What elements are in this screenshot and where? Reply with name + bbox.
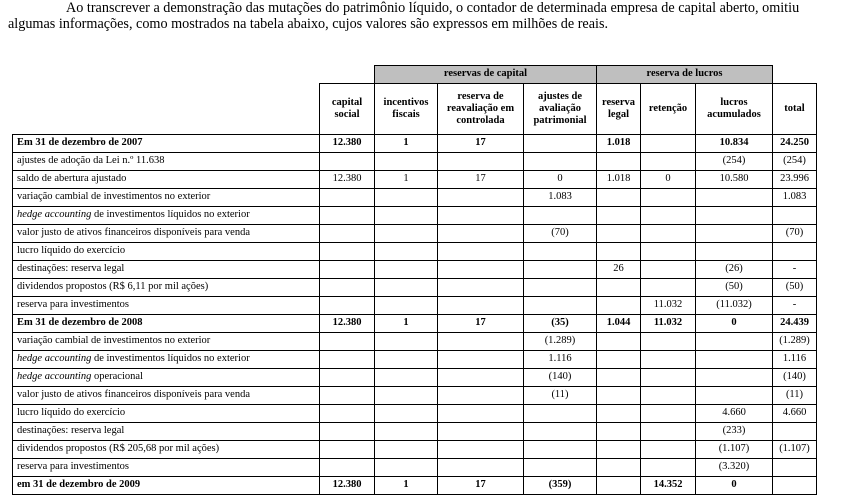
table-cell: 1 bbox=[375, 476, 438, 494]
table-cell bbox=[438, 386, 524, 404]
table-cell bbox=[320, 386, 375, 404]
table-cell: 1 bbox=[375, 134, 438, 152]
table-row bbox=[13, 278, 817, 296]
row-label-italic: hedge accounting bbox=[17, 353, 92, 364]
row-label: ajustes de adoção da Lei n.º 11.638 bbox=[13, 152, 320, 170]
table-cell: 24.439 bbox=[773, 314, 817, 332]
table-cell bbox=[641, 440, 696, 458]
table-cell: (50) bbox=[773, 278, 817, 296]
table-cell bbox=[524, 440, 597, 458]
table-cell: (70) bbox=[524, 224, 597, 242]
row-label-rest: operacional bbox=[91, 371, 143, 382]
row-label: Em 31 de dezembro de 2008 bbox=[13, 314, 320, 332]
table-cell: 0 bbox=[641, 170, 696, 188]
row-label bbox=[13, 368, 320, 386]
row-label: lucro líquido do exercício bbox=[13, 404, 320, 422]
table-cell bbox=[438, 296, 524, 314]
table-cell: 4.660 bbox=[696, 404, 773, 422]
table-cell: 11.032 bbox=[641, 296, 696, 314]
table-cell bbox=[438, 224, 524, 242]
table-cell: 1 bbox=[375, 170, 438, 188]
table-cell bbox=[524, 296, 597, 314]
table-row bbox=[13, 152, 817, 170]
table-cell bbox=[641, 386, 696, 404]
table-cell: 12.380 bbox=[320, 134, 375, 152]
table-row bbox=[13, 422, 817, 440]
table-cell bbox=[773, 422, 817, 440]
header-spacer bbox=[13, 66, 320, 84]
table-cell bbox=[597, 458, 641, 476]
table-cell bbox=[524, 242, 597, 260]
table-row bbox=[13, 224, 817, 242]
table-cell bbox=[524, 134, 597, 152]
table-cell: (254) bbox=[773, 152, 817, 170]
table-cell: 24.250 bbox=[773, 134, 817, 152]
table-cell: 17 bbox=[438, 314, 524, 332]
table-cell bbox=[320, 404, 375, 422]
table-cell bbox=[597, 278, 641, 296]
table-cell bbox=[641, 224, 696, 242]
col-header-reserva-legal: reserva legal bbox=[597, 83, 641, 134]
table-cell bbox=[773, 458, 817, 476]
table-cell: (140) bbox=[524, 368, 597, 386]
table-cell bbox=[597, 206, 641, 224]
row-label: em 31 de dezembro de 2009 bbox=[13, 476, 320, 494]
table-row bbox=[13, 350, 817, 368]
table-cell: 1.083 bbox=[773, 188, 817, 206]
table-cell: (140) bbox=[773, 368, 817, 386]
table-row bbox=[13, 206, 817, 224]
table-cell bbox=[524, 206, 597, 224]
table-cell bbox=[696, 188, 773, 206]
table-cell bbox=[597, 242, 641, 260]
table-cell bbox=[375, 368, 438, 386]
row-label: reserva para investimentos bbox=[13, 296, 320, 314]
row-label-rest: de investimentos líquidos no exterior bbox=[91, 353, 250, 364]
table-cell: 10.580 bbox=[696, 170, 773, 188]
table-cell bbox=[438, 458, 524, 476]
table-cell bbox=[320, 278, 375, 296]
table-cell bbox=[375, 278, 438, 296]
table-cell bbox=[320, 188, 375, 206]
table-cell bbox=[597, 386, 641, 404]
table-cell bbox=[320, 422, 375, 440]
table-cell bbox=[641, 134, 696, 152]
header-spacer bbox=[773, 66, 817, 84]
table-row bbox=[13, 134, 817, 152]
table-cell bbox=[524, 152, 597, 170]
table-row bbox=[13, 458, 817, 476]
table-cell bbox=[641, 350, 696, 368]
table-cell bbox=[438, 422, 524, 440]
table-cell bbox=[524, 458, 597, 476]
table-row bbox=[13, 332, 817, 350]
table-cell: (11.032) bbox=[696, 296, 773, 314]
table-cell bbox=[320, 368, 375, 386]
table-cell bbox=[320, 152, 375, 170]
table-cell bbox=[641, 404, 696, 422]
table-cell bbox=[773, 242, 817, 260]
table-cell bbox=[597, 476, 641, 494]
col-header-reserva-reavaliacao: reserva de reavaliação em controlada bbox=[438, 83, 524, 134]
table-cell bbox=[438, 350, 524, 368]
row-label: variação cambial de investimentos no exterior bbox=[13, 188, 320, 206]
table-row bbox=[13, 170, 817, 188]
row-label-italic: hedge accounting bbox=[17, 371, 92, 382]
table-cell bbox=[597, 368, 641, 386]
table-cell: 17 bbox=[438, 134, 524, 152]
table-cell bbox=[641, 422, 696, 440]
table-cell bbox=[320, 260, 375, 278]
table-cell bbox=[597, 440, 641, 458]
table-cell bbox=[641, 332, 696, 350]
col-header-capital-social: capital social bbox=[320, 83, 375, 134]
table-cell bbox=[641, 206, 696, 224]
table-cell bbox=[438, 404, 524, 422]
table-row bbox=[13, 260, 817, 278]
row-label bbox=[13, 206, 320, 224]
table-cell bbox=[696, 368, 773, 386]
table-cell: 0 bbox=[696, 476, 773, 494]
table-cell bbox=[375, 386, 438, 404]
row-label: valor justo de ativos financeiros disponíveis para venda bbox=[13, 386, 320, 404]
row-label-italic: hedge accounting bbox=[17, 209, 92, 220]
table-cell bbox=[524, 278, 597, 296]
table-cell bbox=[524, 260, 597, 278]
row-label: dividendos propostos (R$ 6,11 por mil ações) bbox=[13, 278, 320, 296]
table-cell: 17 bbox=[438, 170, 524, 188]
row-label: Em 31 de dezembro de 2007 bbox=[13, 134, 320, 152]
equity-changes-table bbox=[12, 65, 817, 495]
table-cell bbox=[696, 386, 773, 404]
col-header-total: total bbox=[773, 83, 817, 134]
table-cell bbox=[320, 458, 375, 476]
table-cell: 17 bbox=[438, 476, 524, 494]
table-cell: 23.996 bbox=[773, 170, 817, 188]
header-spacer bbox=[13, 83, 320, 134]
table-cell bbox=[438, 368, 524, 386]
table-cell bbox=[696, 206, 773, 224]
table-cell: - bbox=[773, 296, 817, 314]
table-cell bbox=[438, 206, 524, 224]
table-cell bbox=[696, 332, 773, 350]
table-cell bbox=[375, 422, 438, 440]
table-cell bbox=[438, 188, 524, 206]
row-label: dividendos propostos (R$ 205,68 por mil ações) bbox=[13, 440, 320, 458]
table-cell bbox=[375, 350, 438, 368]
table-cell: (11) bbox=[524, 386, 597, 404]
table-cell bbox=[438, 332, 524, 350]
table-cell bbox=[375, 188, 438, 206]
col-header-incentivos-fiscais: incentivos fiscais bbox=[375, 83, 438, 134]
table-cell: 26 bbox=[597, 260, 641, 278]
table-cell bbox=[375, 296, 438, 314]
table-row bbox=[13, 386, 817, 404]
table-cell: (70) bbox=[773, 224, 817, 242]
table-cell bbox=[641, 278, 696, 296]
table-cell: (3.320) bbox=[696, 458, 773, 476]
table-cell: 1.083 bbox=[524, 188, 597, 206]
table-cell bbox=[375, 440, 438, 458]
table-cell bbox=[320, 440, 375, 458]
table-row bbox=[13, 296, 817, 314]
table-cell bbox=[320, 242, 375, 260]
table-cell bbox=[773, 206, 817, 224]
table-cell bbox=[375, 458, 438, 476]
table-cell bbox=[597, 188, 641, 206]
table-cell: (35) bbox=[524, 314, 597, 332]
table-cell bbox=[438, 260, 524, 278]
table-cell bbox=[320, 206, 375, 224]
table-cell: 10.834 bbox=[696, 134, 773, 152]
table-cell bbox=[320, 224, 375, 242]
table-cell: (1.289) bbox=[773, 332, 817, 350]
table-cell: 1.116 bbox=[773, 350, 817, 368]
table-body bbox=[13, 134, 817, 494]
row-label: destinações: reserva legal bbox=[13, 422, 320, 440]
row-label: reserva para investimentos bbox=[13, 458, 320, 476]
table-row bbox=[13, 368, 817, 386]
table-cell bbox=[696, 224, 773, 242]
table-cell bbox=[696, 350, 773, 368]
table-cell bbox=[641, 242, 696, 260]
table-cell: (233) bbox=[696, 422, 773, 440]
table-cell: 4.660 bbox=[773, 404, 817, 422]
table-cell: 1.116 bbox=[524, 350, 597, 368]
row-label: valor justo de ativos financeiros disponíveis para venda bbox=[13, 224, 320, 242]
table-cell bbox=[438, 278, 524, 296]
row-label: lucro líquido do exercício bbox=[13, 242, 320, 260]
table-cell: (1.107) bbox=[773, 440, 817, 458]
row-label-rest: de investimentos líquidos no exterior bbox=[91, 209, 250, 220]
table-cell bbox=[641, 188, 696, 206]
table-row bbox=[13, 404, 817, 422]
table-cell bbox=[773, 476, 817, 494]
row-label bbox=[13, 350, 320, 368]
table-cell bbox=[320, 350, 375, 368]
table-cell bbox=[696, 242, 773, 260]
group-header-reserva-lucros: reserva de lucros bbox=[597, 66, 773, 84]
table-cell: 12.380 bbox=[320, 314, 375, 332]
table-cell: 12.380 bbox=[320, 170, 375, 188]
table-cell: (359) bbox=[524, 476, 597, 494]
table-cell bbox=[597, 350, 641, 368]
table-cell: (1.289) bbox=[524, 332, 597, 350]
table-cell bbox=[641, 458, 696, 476]
table-row bbox=[13, 188, 817, 206]
row-label: variação cambial de investimentos no exterior bbox=[13, 332, 320, 350]
table-cell bbox=[375, 332, 438, 350]
table-cell bbox=[597, 332, 641, 350]
row-label: destinações: reserva legal bbox=[13, 260, 320, 278]
table-cell: 14.352 bbox=[641, 476, 696, 494]
header-spacer bbox=[320, 66, 375, 84]
table-cell bbox=[375, 152, 438, 170]
col-header-retencao: retenção bbox=[641, 83, 696, 134]
table-cell bbox=[438, 152, 524, 170]
table-cell bbox=[438, 242, 524, 260]
table-cell: 0 bbox=[696, 314, 773, 332]
table-cell bbox=[524, 422, 597, 440]
intro-text bbox=[8, 0, 846, 32]
table-cell: 12.380 bbox=[320, 476, 375, 494]
table-cell bbox=[320, 332, 375, 350]
col-header-ajustes-avaliacao: ajustes de avaliação patrimonial bbox=[524, 83, 597, 134]
table-cell: - bbox=[773, 260, 817, 278]
row-label: saldo de abertura ajustado bbox=[13, 170, 320, 188]
intro-line-2: algumas informações, como mostrados na tabela abaixo, cujos valores são expressos em milhões de reais. bbox=[8, 16, 609, 32]
table-cell: 1.018 bbox=[597, 170, 641, 188]
table-cell bbox=[641, 152, 696, 170]
table-cell bbox=[375, 260, 438, 278]
table-cell: 1 bbox=[375, 314, 438, 332]
table-cell bbox=[597, 422, 641, 440]
table-cell: 11.032 bbox=[641, 314, 696, 332]
table-cell bbox=[375, 404, 438, 422]
table-cell: (254) bbox=[696, 152, 773, 170]
col-header-lucros-acumulados: lucros acumulados bbox=[696, 83, 773, 134]
table-cell bbox=[375, 224, 438, 242]
table-cell: 1.044 bbox=[597, 314, 641, 332]
table-cell: (50) bbox=[696, 278, 773, 296]
table-row bbox=[13, 242, 817, 260]
table-cell bbox=[641, 368, 696, 386]
intro-line-1: Ao transcrever a demonstração das mutações do patrimônio líquido, o contador de determinada empresa de capital aberto, omitiu bbox=[66, 0, 800, 16]
table-cell bbox=[597, 224, 641, 242]
table-cell bbox=[597, 152, 641, 170]
table-cell: (1.107) bbox=[696, 440, 773, 458]
table-row bbox=[13, 314, 817, 332]
table-cell bbox=[597, 404, 641, 422]
table-cell bbox=[375, 206, 438, 224]
table-row bbox=[13, 476, 817, 494]
table-cell bbox=[375, 242, 438, 260]
table-cell: 0 bbox=[524, 170, 597, 188]
table-cell: 1.018 bbox=[597, 134, 641, 152]
table-cell bbox=[641, 260, 696, 278]
table-cell bbox=[438, 440, 524, 458]
table-cell: (11) bbox=[773, 386, 817, 404]
table-cell: (26) bbox=[696, 260, 773, 278]
group-header-reservas-capital: reservas de capital bbox=[375, 66, 597, 84]
table-cell bbox=[524, 404, 597, 422]
table-cell bbox=[320, 296, 375, 314]
table-cell bbox=[597, 296, 641, 314]
table-row bbox=[13, 440, 817, 458]
